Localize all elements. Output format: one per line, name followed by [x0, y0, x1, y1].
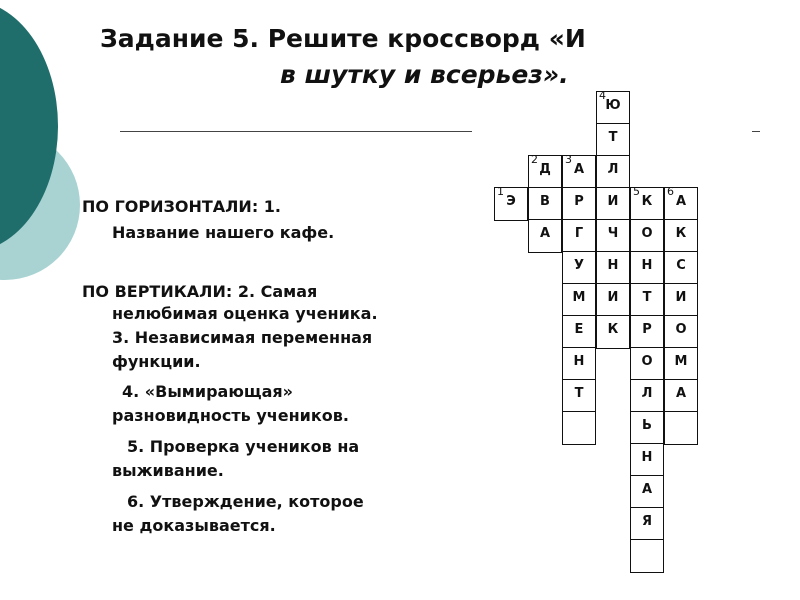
crossword-cell — [494, 187, 528, 221]
crossword-cell — [630, 443, 664, 477]
crossword-cell-letter: Н — [641, 450, 653, 465]
clue-vertical-2: нелюбимая оценка ученика. — [112, 304, 378, 323]
crossword-cell-letter: Т — [608, 130, 618, 145]
crossword-cell — [630, 379, 664, 413]
crossword-cell-number: 4 — [599, 89, 606, 102]
crossword-cell-letter: Р — [642, 322, 652, 337]
crossword-cell-letter: Ч — [607, 226, 619, 241]
crossword-cell — [596, 155, 630, 189]
crossword-cell-letter: О — [641, 354, 653, 369]
clue-vertical-6-line1: 6. Утверждение, которое — [127, 492, 364, 511]
crossword-cell — [630, 283, 664, 317]
clues-horizontal-heading — [82, 196, 281, 217]
crossword-cell-number: 5 — [633, 185, 640, 198]
crossword-cell — [630, 507, 664, 541]
crossword-cell — [562, 315, 596, 349]
crossword-cell — [562, 155, 596, 189]
crossword-cell — [596, 123, 630, 157]
crossword-cell-letter: Н — [641, 258, 653, 273]
crossword-cell-letter: И — [607, 194, 619, 209]
crossword-cell — [630, 187, 664, 221]
crossword-cell-letter: К — [675, 226, 687, 241]
crossword-cell-letter: Р — [574, 194, 584, 209]
crossword-cell — [664, 283, 698, 317]
crossword-cell — [630, 539, 664, 573]
title-divider — [120, 131, 472, 132]
slide-title-line1: Задание 5. Решите кроссворд «И — [100, 24, 586, 53]
crossword-cell-letter: М — [572, 290, 586, 305]
crossword-cell-number: 3 — [565, 153, 572, 166]
crossword-cell — [562, 283, 596, 317]
crossword-cell-letter: Д — [539, 162, 551, 177]
title-divider-end — [752, 131, 760, 132]
clue-vertical-4-line1: 4. «Вымирающая» — [122, 382, 293, 401]
clue-vertical-5-line1: 5. Проверка учеников на — [127, 437, 360, 456]
clue-horizontal-1: Название нашего кафе. — [112, 223, 335, 242]
crossword-cell-letter: М — [674, 354, 688, 369]
crossword-cell-letter: Э — [506, 194, 516, 209]
crossword-cell — [562, 411, 596, 445]
horizontal-item1-number: 1. — [263, 197, 282, 216]
crossword-cell-letter: Ю — [605, 98, 621, 113]
crossword-cell-number: 2 — [531, 153, 538, 166]
crossword-cell-number: 6 — [667, 185, 674, 198]
vertical-item2-start: 2. Самая — [237, 282, 318, 301]
crossword-cell — [630, 315, 664, 349]
crossword-cell-letter: Г — [574, 226, 584, 241]
crossword-cell — [664, 347, 698, 381]
crossword-cell — [562, 347, 596, 381]
clue-vertical-4-line2: разновидность учеников. — [112, 406, 349, 425]
clue-vertical-6-line2: не доказывается. — [112, 516, 276, 535]
crossword-cell — [528, 219, 562, 253]
crossword-cell-letter: Ь — [642, 418, 652, 433]
clue-vertical-3-line1: 3. Независимая переменная — [112, 328, 373, 347]
crossword-cell — [596, 315, 630, 349]
crossword-cell — [630, 219, 664, 253]
crossword-cell — [596, 219, 630, 253]
crossword-cell-letter: И — [607, 290, 619, 305]
crossword-cell-letter: О — [641, 226, 653, 241]
crossword-cell — [562, 187, 596, 221]
crossword-cell — [596, 251, 630, 285]
crossword-cell — [664, 251, 698, 285]
crossword-cell-letter: А — [539, 226, 551, 241]
crossword-cell — [664, 411, 698, 445]
crossword-cell — [562, 251, 596, 285]
crossword-cell-letter: А — [573, 162, 585, 177]
crossword-cell — [664, 219, 698, 253]
crossword-cell-letter: А — [675, 386, 687, 401]
crossword-cell-letter: К — [641, 194, 653, 209]
clue-vertical-5-line2: выживание. — [112, 461, 224, 480]
clues-vertical-heading — [82, 281, 317, 302]
crossword-cell — [596, 91, 630, 125]
slide-title-line2: в шутку и всерьез». — [280, 60, 569, 89]
crossword-cell — [664, 315, 698, 349]
crossword-cell — [562, 219, 596, 253]
crossword-cell-letter: К — [607, 322, 619, 337]
crossword-cell — [630, 251, 664, 285]
crossword-cell — [664, 379, 698, 413]
crossword-cell-letter: Т — [574, 386, 584, 401]
crossword-cell-number: 1 — [497, 185, 504, 198]
crossword-cell-letter: А — [675, 194, 687, 209]
crossword-cell-letter: Я — [641, 514, 652, 529]
clue-vertical-3-line2: функции. — [112, 352, 201, 371]
crossword-cell — [596, 283, 630, 317]
crossword-cell-letter: У — [573, 258, 585, 273]
crossword-cell — [596, 187, 630, 221]
crossword-cell-letter: Н — [607, 258, 619, 273]
crossword-cell-letter: Е — [574, 322, 584, 337]
crossword-cell-letter: Л — [641, 386, 653, 401]
crossword-cell-letter: Н — [573, 354, 585, 369]
crossword-cell-letter: А — [641, 482, 653, 497]
vertical-heading: ПО ВЕРТИКАЛИ: — [82, 282, 233, 301]
crossword-cell-letter: О — [675, 322, 687, 337]
crossword-cell — [528, 187, 562, 221]
crossword-cell — [630, 347, 664, 381]
crossword-cell — [528, 155, 562, 189]
horizontal-heading: ПО ГОРИЗОНТАЛИ: — [82, 197, 259, 216]
crossword-cell — [562, 379, 596, 413]
crossword-cell-letter: С — [676, 258, 686, 273]
crossword-cell-letter: Л — [607, 162, 619, 177]
crossword-cell — [630, 411, 664, 445]
crossword-cell-letter: И — [675, 290, 687, 305]
crossword-cell — [664, 187, 698, 221]
crossword-cell-letter: В — [540, 194, 550, 209]
crossword-cell — [630, 475, 664, 509]
crossword-cell-letter: Т — [642, 290, 652, 305]
